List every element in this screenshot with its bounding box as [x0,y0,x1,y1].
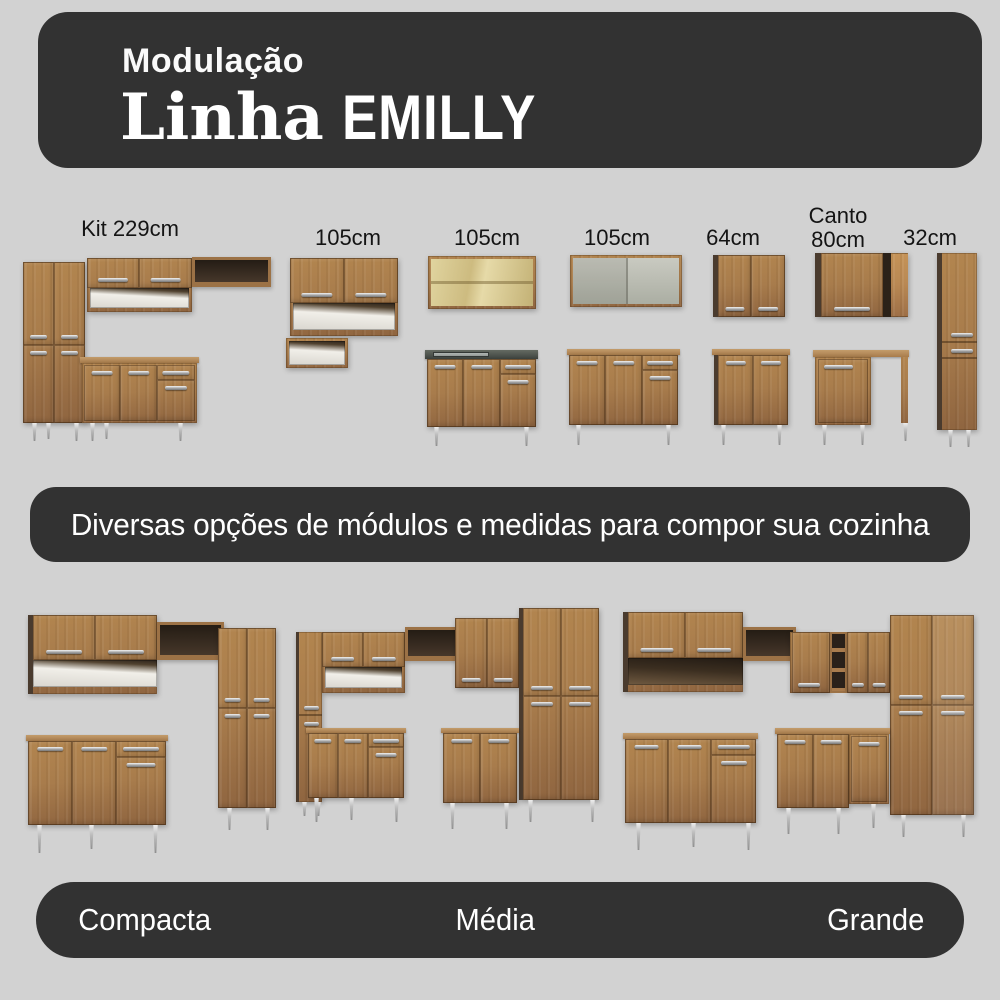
header-banner [38,12,982,168]
door [500,374,536,427]
title-prefix: Linha [120,80,324,155]
leg [745,823,752,850]
door [157,380,195,421]
door [33,615,95,660]
cabinet-body [815,357,871,425]
leg [947,430,954,447]
door [792,632,830,693]
door [344,258,398,303]
drawer [500,359,536,374]
leg [589,800,596,822]
label-upper-105-shelf: 105cm [314,225,382,250]
leg [720,425,727,445]
label-upper-105-sliding: 105cm [583,225,651,250]
leg [226,808,233,830]
door [753,355,788,425]
size-label-compacta [60,882,230,958]
door [890,705,932,815]
upper-cabinet [847,632,890,693]
upper-cabinet [28,615,157,694]
door [480,733,517,803]
cabinet-body [427,359,536,427]
base-cabinet [308,733,404,798]
leg [89,423,96,441]
bridge-shelf [743,627,796,661]
leg [821,425,828,445]
leg [503,803,510,829]
door [443,733,480,803]
leg [635,823,642,850]
drawer [157,365,195,380]
tagline-text: Diversas opções de módulos e medidas para compor sua cozinha [70,506,930,542]
tall-pantry [218,628,276,808]
title-name: EMILLY [342,83,537,153]
leg [690,823,697,847]
drawer [116,741,166,757]
leg [575,425,582,445]
tall-cabinet [23,262,85,423]
door [247,708,276,808]
door [322,632,363,667]
door [87,258,139,288]
size-label-compacta-text: Compacta [78,902,212,937]
divider [299,714,322,716]
leg [776,425,783,445]
open-shelf [289,341,345,365]
door [561,608,599,696]
leg [960,815,967,837]
open-shelf [325,667,402,688]
handle [951,333,973,337]
open-shelf [90,288,189,308]
corner-recess [883,253,891,317]
label-tall-32: 32cm [903,225,957,250]
module-base-105 [567,349,680,447]
door [561,696,599,800]
cabinet-body [713,255,785,317]
module-upper-105-glass [428,256,536,309]
module-upper-canto-80 [815,253,908,317]
door [28,741,72,825]
door [625,739,668,823]
base-cabinet [28,741,166,825]
drawer [642,355,678,370]
handle [951,349,973,353]
door [668,739,711,823]
door [218,708,247,808]
leg [902,423,909,441]
open-shelf-box [192,257,271,287]
module-upper-105-sliding [570,255,682,307]
door [890,615,932,705]
light-face [932,615,974,815]
leg [177,423,184,441]
drawer [368,733,404,747]
kitchen-compacta [24,608,286,858]
door [821,253,883,317]
door [72,741,116,825]
door [868,632,890,693]
door [605,355,642,425]
door [777,734,813,808]
cabinet-body [570,255,682,307]
door [139,258,192,288]
sink [433,352,489,357]
door [523,608,561,696]
upper-cabinet [790,632,830,693]
handle [304,706,319,710]
open-shelf [33,660,157,687]
bridge-shelf [157,622,224,660]
leg [103,423,110,439]
upper-cabinet [322,632,405,693]
door [247,628,276,708]
door [851,736,887,802]
door [308,733,338,798]
tall-pantry [890,615,974,815]
cabinet-body [815,253,908,317]
glass-door [431,259,533,306]
side-panel [296,632,299,802]
module-upper-64 [713,255,785,317]
header-kicker: Modulação [122,42,305,80]
label-canto-80 [790,204,886,252]
door [290,258,344,303]
door [818,359,868,423]
countertop [813,350,909,357]
leg [859,425,866,445]
door [523,696,561,800]
sizes-banner [36,882,964,958]
upper-cabinet [623,612,743,692]
leg [31,423,38,441]
kitchen-grande [620,605,992,857]
divider [942,357,977,359]
leg [393,798,400,822]
cabinet-body [714,355,788,425]
module-upper-105-shelf [290,258,398,336]
open-shelf [628,658,743,685]
leg [36,825,43,853]
corner-base-cabinet [849,734,889,804]
corner-open-shelves [830,632,847,693]
module-kit-229 [15,253,265,448]
divider [942,341,977,343]
leg [527,800,534,822]
cabinet-body [428,256,536,309]
open-shelf [293,303,395,330]
sliding-glass-door [573,258,679,304]
size-label-grande-text: Grande [827,902,925,937]
door [711,755,756,823]
module-niche-60 [286,338,348,368]
tall-pantry [519,608,599,800]
base-cabinet [443,733,517,803]
module-base-105-sink [425,345,538,446]
module-tall-32 [937,253,977,449]
door [847,632,868,693]
door [463,359,500,427]
door [813,734,849,808]
leg [301,802,308,816]
leg [73,423,80,441]
leg [965,430,972,447]
leg [900,815,907,837]
door [218,628,247,708]
base-cabinet [82,363,197,423]
corner-return-panel [891,254,908,316]
cabinet-body [290,258,398,336]
module-base-canto-80 [813,348,909,448]
cabinet-body [937,253,977,430]
door [628,612,685,658]
leg [835,808,842,834]
leg [45,423,52,439]
drawer [711,739,756,755]
door [455,618,487,688]
door [685,612,743,658]
leg [264,808,271,830]
leg [870,804,877,828]
label-canto-line1: Canto [808,203,868,228]
leg [785,808,792,834]
door [120,365,157,421]
door [95,615,157,660]
door [751,255,785,317]
label-canto-line2: 80cm [811,227,865,252]
leg [348,798,355,820]
upper-cabinet [455,618,519,688]
cabinet-body [286,338,348,368]
leg [152,825,159,853]
module-base-64 [712,349,790,447]
leg [523,427,530,446]
door [363,632,405,667]
size-label-grande [788,882,964,958]
leg [665,425,672,445]
leg [433,427,440,446]
base-cabinet [625,739,756,823]
door [487,618,519,688]
door [338,733,368,798]
size-label-media-text: Média [455,902,535,937]
page-title [120,80,574,155]
upper-cabinet [87,258,192,312]
tagline-banner [30,487,970,562]
door [718,355,753,425]
leg [449,803,456,829]
end-panel [901,357,908,423]
door [718,255,751,317]
label-upper-105-glass: 105cm [453,225,521,250]
door [54,262,85,345]
leg [88,825,95,849]
corner-base-cabinet [777,734,849,808]
label-kit-229: Kit 229cm [81,216,179,241]
door [642,370,678,425]
handle [304,722,319,726]
door [569,355,605,425]
door [427,359,463,427]
door [23,262,54,345]
door [116,757,166,825]
door [23,345,54,423]
size-label-media [410,882,580,958]
label-upper-64: 64cm [706,225,760,250]
cabinet-body [569,355,678,425]
door [84,365,120,421]
kitchen-media [293,605,619,857]
door [368,747,404,798]
